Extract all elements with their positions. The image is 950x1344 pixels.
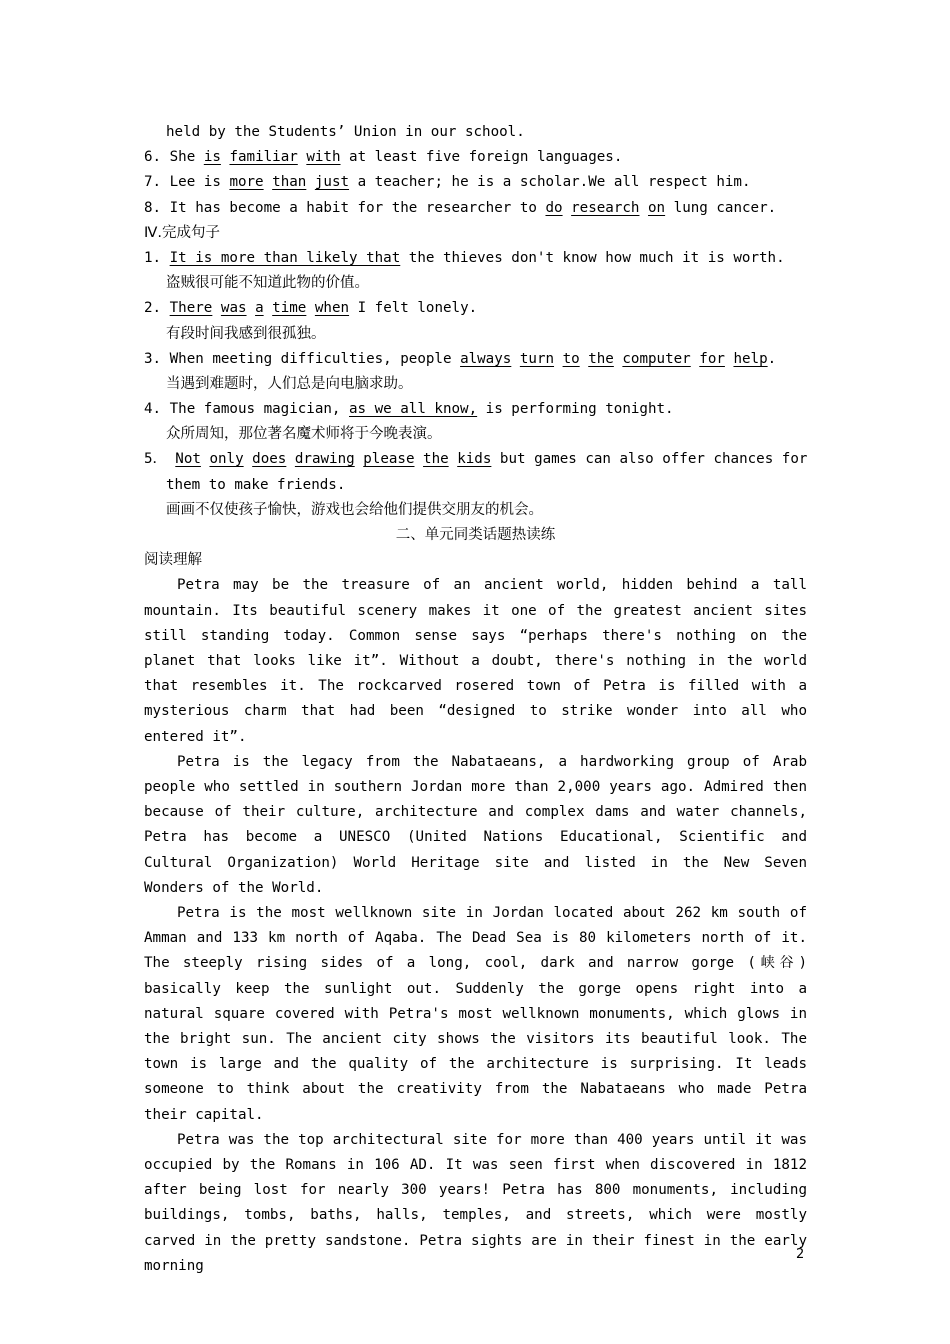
passage-paragraph-2: Petra is the legacy from the Nabataeans, a hardworking group of Arab people who settled in southern Jordan more than 2,000 years ago. Admired then because of their culture, architecture and complex dams and water channels, Petra has become a UNESCO (United Nations Educational, Scientific and Cultural Organization) World Heritage site and listed in the New Seven Wonders of the World. [144, 753, 807, 896]
sentence-item-4: 4. The famous magician, as we all know, is performing tonight. [144, 401, 674, 418]
exercise-item-8: 8. It has become a habit for the researcher to do research on lung cancer. [144, 199, 777, 216]
reading-comprehension-heading: 阅读理解 [144, 552, 202, 569]
continued-line: held by the Students’ Union in our school. [166, 124, 525, 140]
sentence-translation-5: 画画不仅使孩子愉快，游戏也会给他们提供交朋友的机会。 [166, 501, 543, 518]
passage-paragraph-1: Petra may be the treasure of an ancient world, hidden behind a tall mountain. Its beautiful scenery makes it one of the greatest ancient sites still standing today. Common sense says “perhaps there's nothing on the planet that looks like it”. Without a doubt, there's nothing in the world that resembles it. The rockcarved rosered town of Petra is filled with a mysterious charm that had been “designed to strike wonder into all who entered it”. [144, 577, 807, 745]
sentence-translation-4: 众所周知，那位著名魔术师将于今晚表演。 [166, 426, 442, 443]
sentence-translation-2: 有段时间我感到很孤独。 [166, 325, 326, 342]
exercise-item-6: 6. She is familiar with at least five foreign languages. [144, 149, 623, 166]
sentence-item-1: 1. It is more than likely that the thieves don't know how much it is worth. [144, 249, 785, 266]
sentence-item-5: 5． Not only does drawing please the kids but games can also offer chances for [144, 451, 807, 468]
page-number: 2 [796, 1247, 805, 1262]
sentence-item-5-continued: them to make friends. [166, 476, 346, 493]
sentence-translation-3: 当遇到难题时，人们总是向电脑求助。 [166, 375, 413, 392]
page-content [144, 120, 807, 1279]
sentence-item-3: 3. When meeting difficulties, people always turn to the computer for help. [144, 350, 777, 367]
part-heading: 二、单元同类话题热读练 [395, 527, 556, 543]
section-heading-complete-sentences: Ⅳ.完成句子 [144, 224, 220, 241]
reading-passage [144, 573, 807, 1279]
passage-paragraph-4: Petra was the top architectural site for more than 400 years until it was occupied by the Romans in 106 AD. It was seen first when discovered in 1812 after being lost for nearly 300 years! Petra has 800 monuments, including buildings, tombs, baths, halls, temples, and streets, which were mostly carved in the pretty sandstone. Petra sights are in their finest in the early morning [144, 1131, 807, 1274]
exercise-item-7: 7. Lee is more than just a teacher; he is a scholar.We all respect him. [144, 174, 751, 191]
sentence-item-2: 2. There was a time when I felt lonely. [144, 300, 478, 317]
passage-paragraph-3: Petra is the most wellknown site in Jordan located about 262 km south of Amman and 133 km north of Aqaba. The Dead Sea is 80 kilometers north of it. The steeply rising sides of a long, cool, dark and narrow gorge (峡谷) basically keep the sunlight out. Suddenly the gorge opens right into a natural square covered with Petra's most wellknown monuments, which glows in the bright sun. The ancient city shows the visitors its beautiful look. The town is large and the quality of the architecture is surprising. It leads someone to think about the creativity from the Nabataeans who made Petra their capital. [144, 905, 807, 1123]
sentence-translation-1: 盗贼很可能不知道此物的价值。 [166, 275, 369, 292]
